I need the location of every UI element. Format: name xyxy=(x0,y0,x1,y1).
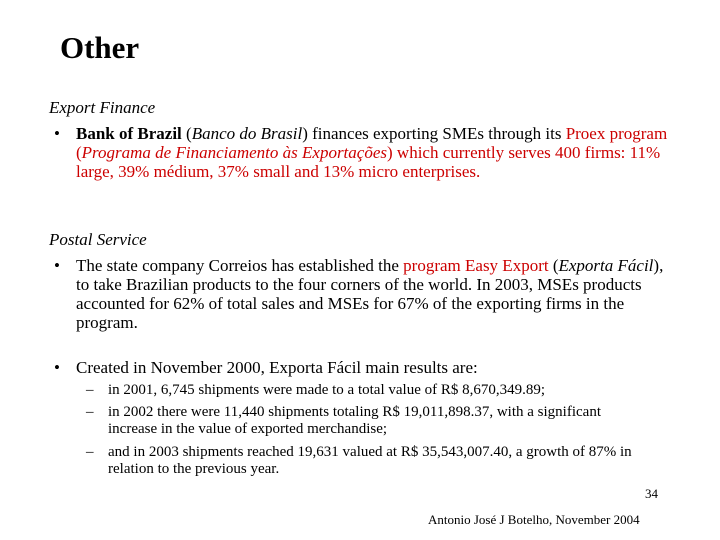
text-fragment: ), to take Brazilian products to the four corners of the world. In 2003, MSEs products accounted for 62% of total sales and MSEs for 67% of the exporting firms in the program. xyxy=(76,256,664,332)
text-fragment: ) finances exporting SMEs through its xyxy=(302,124,566,143)
postal-service-text xyxy=(76,256,676,332)
exporta-facil-name: Exporta Fácil xyxy=(558,256,654,275)
result-item: in 2001, 6,745 shipments were made to a total value of R$ 8,670,349.89; xyxy=(108,382,546,398)
postal-service-heading: Postal Service xyxy=(49,230,147,249)
results-intro: Created in November 2000, Exporta Fácil main results are: xyxy=(76,358,478,377)
bullet: • xyxy=(54,256,60,275)
bullet: • xyxy=(54,358,60,377)
slide-title: Other xyxy=(60,30,140,65)
proex-program: Proex program (Programa de Financiamento às Exportações) which currently serves 400 firms: 11% large, 39% médium, 37% small and 13% micro enterprises. xyxy=(76,124,668,181)
dash: – xyxy=(86,444,94,460)
bank-name-pt: Banco do Brasil xyxy=(191,124,303,143)
bullet: • xyxy=(54,124,60,143)
author-credit: Antonio José J Botelho, November 2004 xyxy=(428,512,640,527)
easy-export-program: program Easy Export xyxy=(403,256,549,275)
dash: – xyxy=(86,404,94,420)
text-fragment: ( xyxy=(548,256,559,275)
page-number: 34 xyxy=(645,486,658,501)
text-fragment: ( xyxy=(181,124,192,143)
result-item: in 2002 there were 11,440 shipments totaling R$ 19,011,898.37, with a significant increase in the value of exported merchandise; xyxy=(108,404,601,437)
dash: – xyxy=(86,382,94,398)
result-item: and in 2003 shipments reached 19,631 valued at R$ 35,543,007.40, a growth of 87% in relation to the previous year. xyxy=(108,444,632,477)
bank-name: Bank of Brazil xyxy=(76,124,182,143)
export-finance-text xyxy=(76,124,676,181)
export-finance-heading: Export Finance xyxy=(49,98,156,117)
text-fragment: The state company Correios has established the xyxy=(76,256,404,275)
